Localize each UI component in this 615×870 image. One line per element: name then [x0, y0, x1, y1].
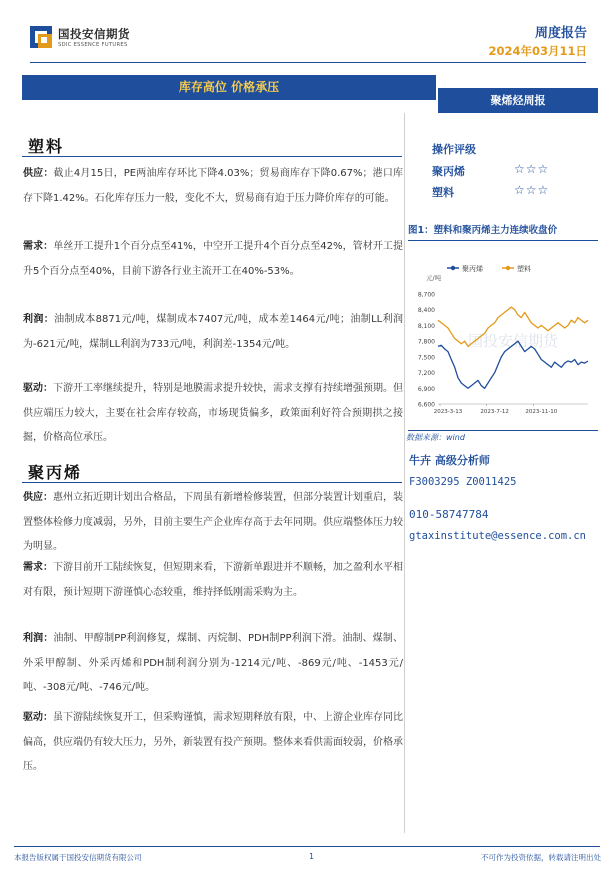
pp-demand: [23, 556, 403, 605]
pp-driver: [23, 706, 403, 780]
analyst-phone: 010-58747784: [409, 508, 489, 521]
figure-title: 图1：塑料和聚丙烯主力连续收盘价: [408, 225, 558, 236]
y-tick-label: 6,600: [417, 401, 435, 409]
source-divider: [408, 430, 598, 431]
rating-heading: 操作评级: [432, 143, 476, 156]
label: 需求：: [23, 562, 53, 573]
rating-stars-plastic: ☆☆☆: [514, 183, 550, 197]
y-tick-label: 7,500: [417, 354, 435, 362]
y-tick-label: 7,200: [417, 370, 435, 378]
legend-swatch-dot: [451, 266, 455, 270]
column-separator: [404, 113, 405, 833]
text: 下游开工率继续提升，特别是地膜需求提升较快，需求支撑有持续增强预期。但供应端压力较大，主要在社会库存较高，市场现货偏多，政策面利好符合预期拱之接掘，价格高位承压。: [23, 383, 403, 443]
analyst-email[interactable]: gtaxinstitute@essence.com.cn: [409, 530, 587, 542]
footer-divider: [14, 846, 600, 847]
text: 虽下游陆续恢复开工，但采购谨慎，需求短期释放有限，中、上游企业库存同比偏高，供应端仍有较大压力，另外，新装置有投产预期。整体来看供需面较弱，价格承压。: [23, 712, 403, 772]
legend-swatch-dot: [506, 266, 510, 270]
label: 利润：: [23, 314, 55, 325]
brand-name-en: SDIC ESSENCE FUTURES: [58, 42, 128, 48]
y-axis-label: 元/吨: [426, 274, 442, 282]
text: 油制成本8871元/吨，煤制成本7407元/吨，成本差1464元/吨；油制LL利润为-621元/吨，煤制LL利润为733元/吨，利润差-1354元/吨。: [23, 314, 404, 350]
plastic-driver: [23, 377, 403, 451]
y-tick-label: 6,900: [417, 385, 435, 393]
pp-profit: [23, 627, 403, 701]
y-tick-label: 8,400: [417, 307, 435, 315]
report-tag: 聚烯烃周报: [438, 88, 598, 113]
pp-supply: [23, 486, 403, 560]
plastic-demand: [23, 235, 403, 284]
report-type: 周度报告: [534, 26, 587, 41]
rating-name-plastic: 塑料: [432, 186, 454, 199]
text: 截止4月15日，PE两油库存环比下降4.03%；贸易商库存下降0.67%；港口库存下降1.42%。石化库存压力一般，变化不大，贸易商有迫于压力降价库存的可能。: [23, 168, 404, 204]
section-title-pp: 聚丙烯: [28, 463, 83, 482]
y-tick-label: 8,700: [417, 291, 435, 299]
label: 供应：: [23, 492, 53, 503]
section-underline: [22, 482, 402, 483]
y-tick-label: 7,800: [417, 338, 435, 346]
analyst-license: F3003295 Z0011425: [409, 476, 517, 488]
brand-name: 国投安信期货: [58, 27, 130, 41]
chart-watermark: 国投安信期货: [467, 332, 559, 350]
footer-copyright: 本报告版权属于国投安信期货有限公司: [14, 853, 142, 862]
price-chart: [412, 258, 598, 424]
x-tick-label: 2023-3-13: [433, 409, 463, 415]
text: 下游目前开工陆续恢复，但短期来看，下游新单跟进并不顺畅，加之盈利水平相对有限，预计短期下游谨慎心态较重，维持择低刚需采购为主。: [23, 562, 403, 598]
plastic-profit: [23, 308, 403, 357]
footer-notice: 不可作为投资依据，转载请注明出处: [481, 853, 601, 862]
text: 油制、甲醇制PP利润修复，煤制、丙烷制、PDH制PP利润下滑。油制、煤制、外采甲醇制、外采丙烯和PDH制利润分别为-1214元/吨、-869元/吨、-1453元/吨、-308元/吨、-746元/吨。: [23, 633, 404, 693]
legend-label: 塑料: [517, 265, 531, 273]
figure-source: 数据来源：wind: [406, 433, 465, 442]
text: 单丝开工提升1个百分点至41%，中空开工提升4个百分点至42%，管材开工提升5个百分点至40%，目前下游各行业主流开工在40%-53%。: [23, 241, 403, 277]
legend-label: 聚丙烯: [462, 265, 483, 273]
section-underline: [22, 156, 402, 157]
logo-icon: [30, 26, 52, 48]
rating-stars-pp: ☆☆☆: [514, 162, 550, 176]
label: 驱动：: [23, 712, 53, 723]
header-divider: [30, 62, 586, 63]
label: 需求：: [23, 241, 54, 252]
label: 驱动：: [23, 383, 53, 394]
report-title: 库存高位 价格承压: [178, 80, 280, 94]
rating-name-pp: 聚丙烯: [432, 165, 465, 178]
text: 惠州立拓近期计划出合格品，下周虽有新增检修装置，但部分装置计划重启，装置整体检修力度减弱，另外，目前主要生产企业库存高于去年同期。供应端整体压力较为明显。: [23, 492, 403, 552]
section-title-plastic: 塑料: [28, 137, 65, 156]
plastic-supply: [23, 162, 403, 211]
label: 利润：: [23, 633, 54, 644]
analyst-name: 牛卉 高级分析师: [409, 454, 490, 467]
page-number: 1: [309, 852, 315, 861]
figure-divider: [408, 240, 598, 241]
y-tick-label: 8,100: [417, 322, 435, 330]
report-date: 2024年03月11日: [488, 44, 587, 58]
x-tick-label: 2023-7-12: [480, 409, 509, 415]
label: 供应：: [23, 168, 54, 179]
x-tick-label: 2023-11-10: [525, 409, 558, 415]
